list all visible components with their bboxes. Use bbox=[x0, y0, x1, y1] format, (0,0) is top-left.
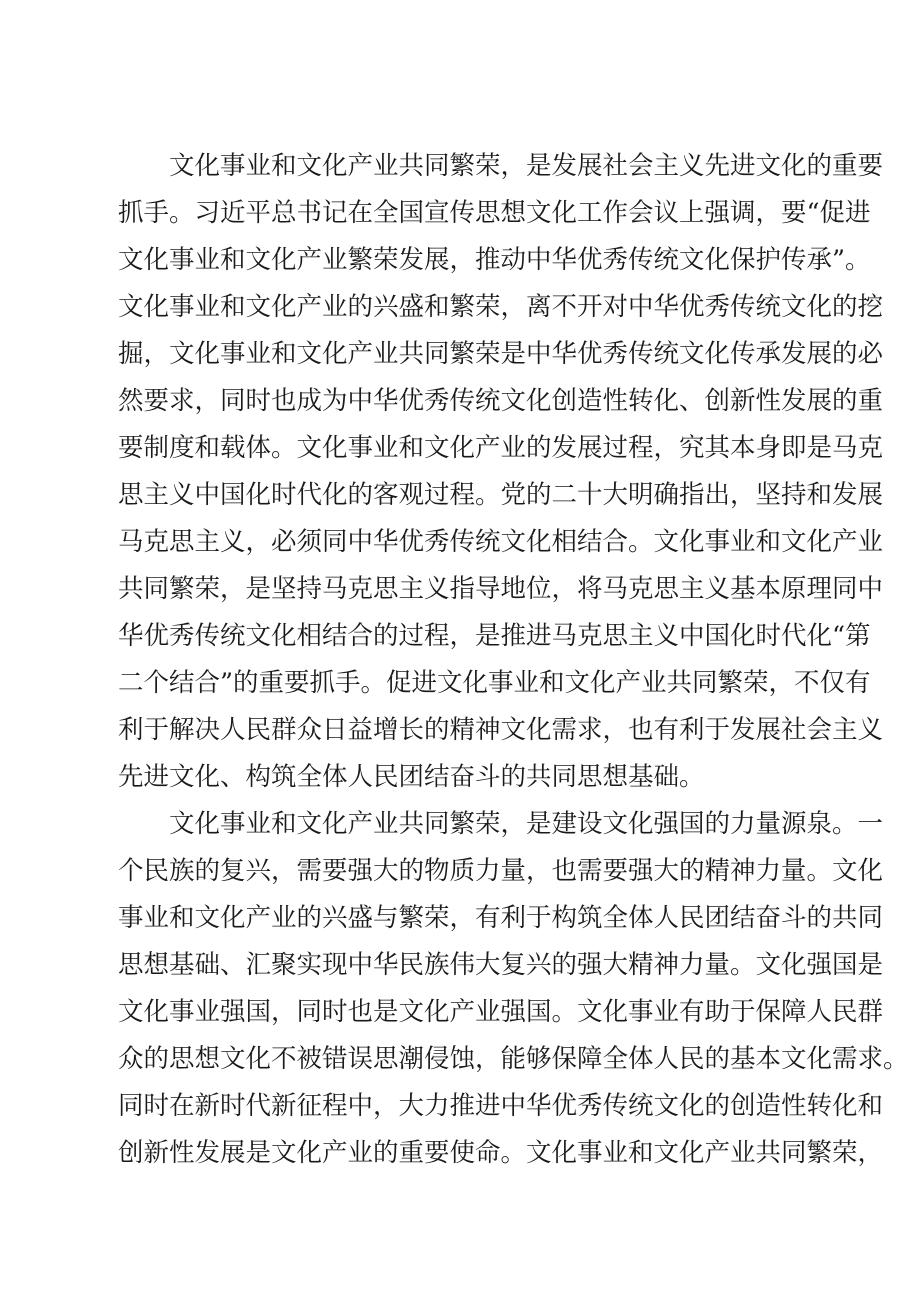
paragraph-1 bbox=[118, 143, 884, 801]
text-line: 事业和文化产业的兴盛与繁荣，有利于构筑全体人民团结奋斗的共同 bbox=[118, 903, 884, 933]
text-line: 掘，文化事业和文化产业共同繁荣是中华优秀传统文化传承发展的必 bbox=[118, 339, 884, 369]
text-line: 先进文化、构筑全体人民团结奋斗的共同思想基础。 bbox=[118, 762, 705, 792]
text-line: 二个结合”的重要抓手。促进文化事业和文化产业共同繁荣，不仅有 bbox=[118, 668, 871, 698]
text-line: 众的思想文化不被错误思潮侵蚀，能够保障全体人民的基本文化需求。 bbox=[118, 1044, 909, 1074]
text-line: 同时在新时代新征程中，大力推进中华优秀传统文化的创造性转化和 bbox=[118, 1091, 884, 1121]
text-line: 要制度和载体。文化事业和文化产业的发展过程，究其本身即是马克 bbox=[118, 433, 884, 463]
text-line: 创新性发展是文化产业的重要使命。文化事业和文化产业共同繁荣， bbox=[118, 1138, 884, 1168]
text-line: 个民族的复兴，需要强大的物质力量，也需要强大的精神力量。文化 bbox=[118, 856, 884, 886]
text-line: 文化事业和文化产业繁荣发展，推动中华优秀传统文化保护传承”。 bbox=[118, 245, 871, 275]
text-line: 抓手。习近平总书记在全国宣传思想文化工作会议上强调，要“促进 bbox=[118, 198, 871, 228]
text-line: 然要求，同时也成为中华优秀传统文化创造性转化、创新性发展的重 bbox=[118, 386, 884, 416]
text-line: 思想基础、汇聚实现中华民族伟大复兴的强大精神力量。文化强国是 bbox=[118, 950, 884, 980]
text-line: 马克思主义，必须同中华优秀传统文化相结合。文化事业和文化产业 bbox=[118, 527, 884, 557]
text-line: 文化事业和文化产业共同繁荣，是发展社会主义先进文化的重要 bbox=[169, 151, 884, 181]
text-line: 文化事业和文化产业的兴盛和繁荣，离不开对中华优秀传统文化的挖 bbox=[118, 292, 884, 322]
text-line: 共同繁荣，是坚持马克思主义指导地位，将马克思主义基本原理同中 bbox=[118, 574, 884, 604]
paragraph-2 bbox=[118, 801, 909, 1177]
text-line: 文化事业强国，同时也是文化产业强国。文化事业有助于保障人民群 bbox=[118, 997, 884, 1027]
text-line: 利于解决人民群众日益增长的精神文化需求，也有利于发展社会主义 bbox=[118, 715, 884, 745]
text-line: 思主义中国化时代化的客观过程。党的二十大明确指出，坚持和发展 bbox=[118, 480, 884, 510]
text-line: 文化事业和文化产业共同繁荣，是建设文化强国的力量源泉。一 bbox=[169, 809, 884, 839]
text-line: 华优秀传统文化相结合的过程，是推进马克思主义中国化时代化“第 bbox=[118, 621, 871, 651]
body-text bbox=[118, 143, 909, 1177]
